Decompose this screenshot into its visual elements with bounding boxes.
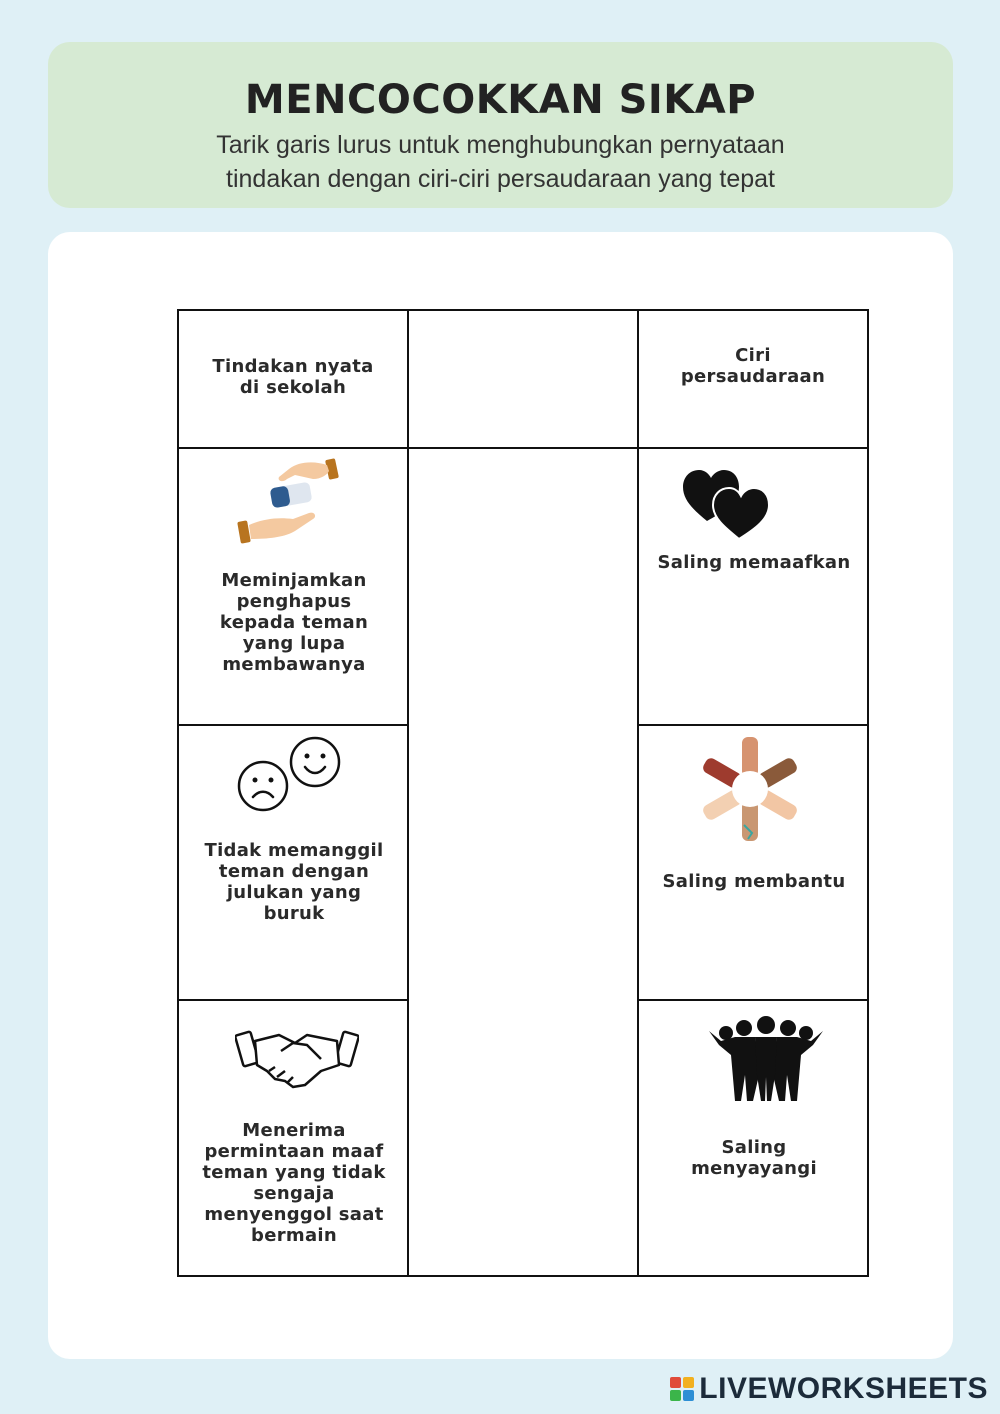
trait-label: Saling [721,1137,787,1158]
action-text-line: sengaja [253,1183,335,1204]
action-cell-1[interactable] [178,448,408,725]
trait-cell-1[interactable] [638,448,868,725]
liveworksheets-brand [669,1372,988,1406]
left-header-line: di sekolah [239,377,347,398]
right-header-cell [638,310,868,448]
action-text-line: Menerima [242,1120,346,1141]
right-header-line: persaudaraan [680,366,826,387]
header-banner [48,42,953,208]
action-text-line: julukan yang [226,882,362,903]
handshake-icon [235,1023,359,1091]
trait-label: menyayangi [691,1158,817,1179]
action-text-line: penghapus [236,591,352,612]
matching-table [177,309,869,1277]
right-header-line: Ciri [735,345,771,366]
action-text-line: teman dengan [218,861,370,882]
joined-hands-icon [695,736,805,842]
action-text-line: bermain [251,1225,337,1246]
left-header-line: Tindakan nyata [212,356,374,377]
people-group-icon [707,1015,825,1103]
action-text-line: teman yang tidak [202,1162,386,1183]
action-text-line: yang lupa [242,633,346,654]
action-text-line: Tidak memanggil [204,840,384,861]
brand-name: LIVEWORKSHEETS [699,1372,988,1405]
trait-label: Saling membantu [662,871,846,892]
trait-label: Saling memaafkan [657,552,851,573]
liveworksheets-logo-icon [669,1376,695,1402]
instruction-line-2: tindakan dengan ciri-ciri persaudaraan yang tepat [226,165,775,193]
instruction-line-1: Tarik garis lurus untuk menghubungkan pernyataan [216,131,785,159]
action-cell-2[interactable] [178,725,408,1000]
matching-area[interactable] [408,448,638,1276]
action-text-line: membawanya [222,654,366,675]
action-text-line: Meminjamkan [221,570,367,591]
action-text-line: menyenggol saat [204,1204,384,1225]
trait-cell-3[interactable] [638,1000,868,1276]
left-header-cell [178,310,408,448]
matching-area-header [408,310,638,448]
page-title: MENCOCOKKAN SIKAP [244,77,757,123]
instructions [48,128,953,196]
hearts-icon [681,467,771,541]
action-text-line: permintaan maaf [204,1141,384,1162]
action-text-line: buruk [263,903,325,924]
action-text-line: kepada teman [219,612,369,633]
faces-icon [235,734,347,816]
action-cell-3[interactable] [178,1000,408,1276]
trait-cell-2[interactable] [638,725,868,1000]
eraser-hands-icon [235,457,347,549]
